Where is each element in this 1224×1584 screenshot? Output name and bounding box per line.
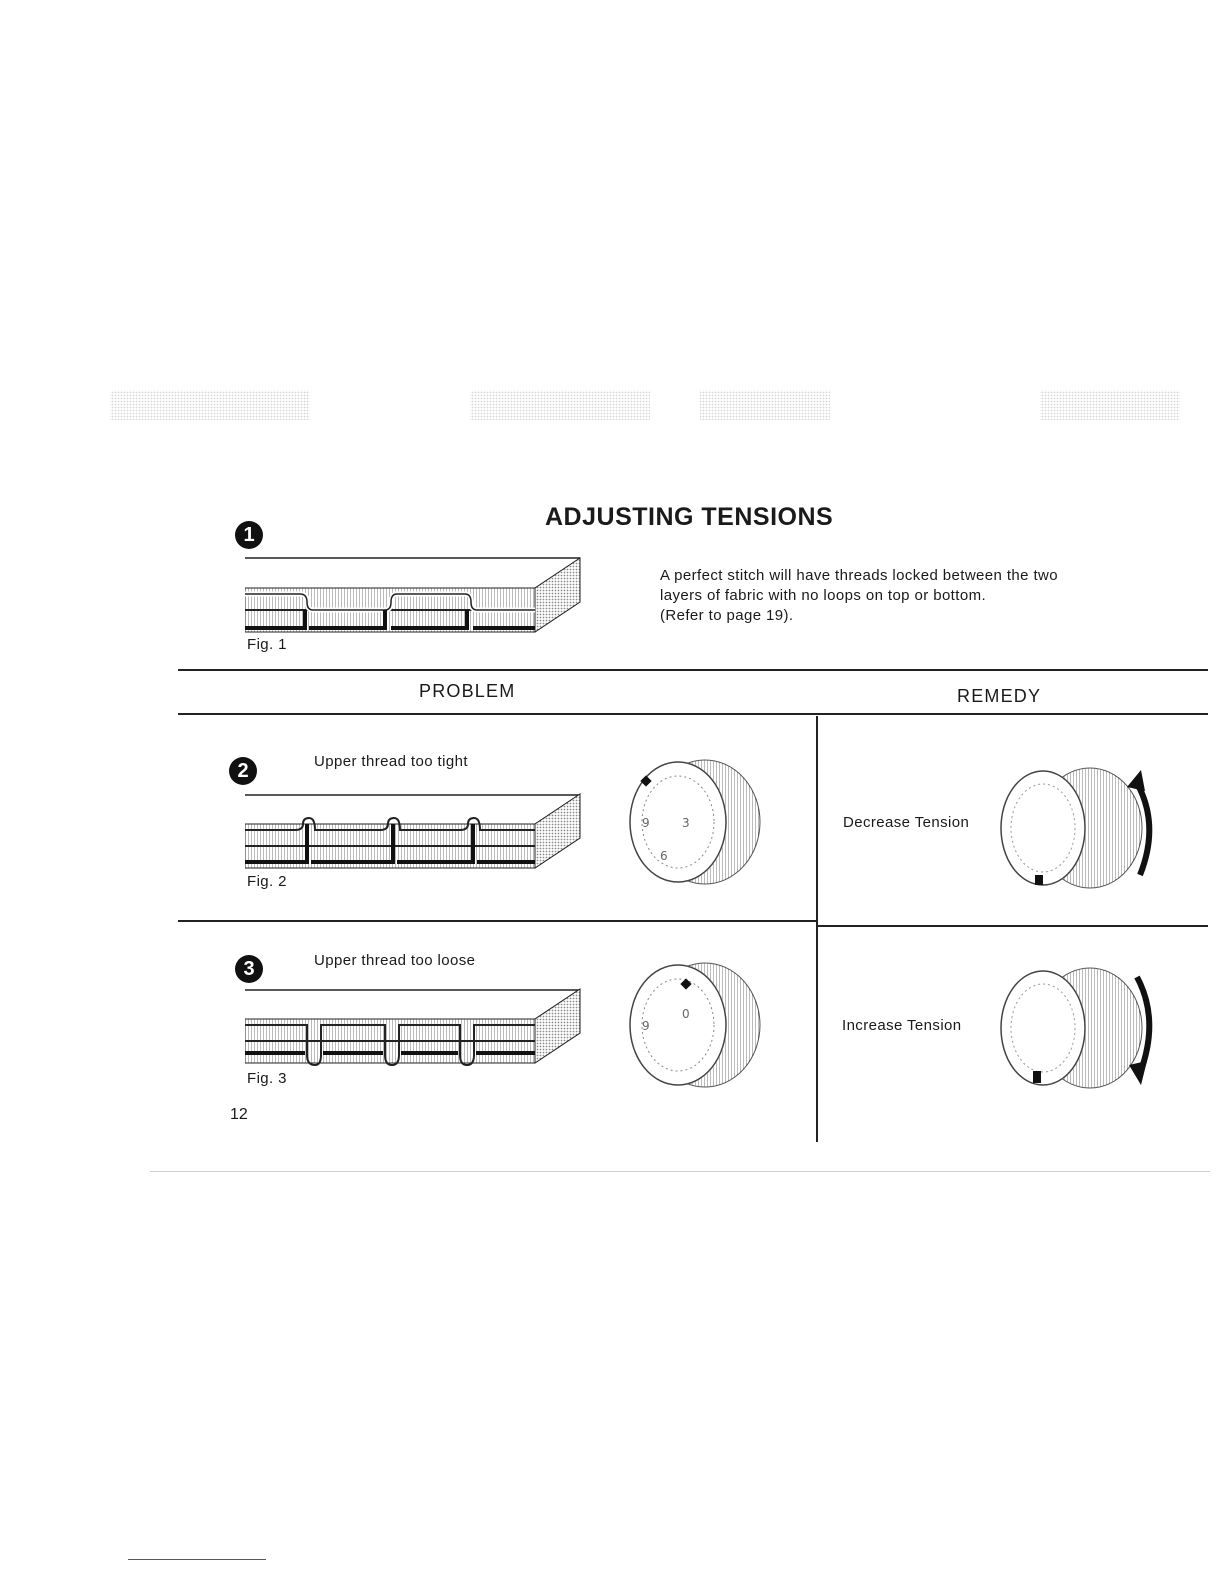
footnote-rule (128, 1559, 266, 1560)
column-divider (816, 716, 818, 1142)
page-number: 12 (230, 1106, 248, 1123)
problem-header: PROBLEM (419, 681, 516, 701)
table-top-rule (178, 669, 1208, 671)
remedy-caption: Decrease Tension (843, 814, 970, 831)
row-divider-problem (178, 920, 818, 922)
problem-caption: Upper thread too tight (314, 753, 468, 770)
dial-number: 9 (642, 816, 650, 830)
fig3-stitch-illustration (245, 985, 585, 1070)
table-header-rule (178, 713, 1208, 715)
figure-number-badge: 3 (235, 955, 263, 983)
dial-number: 0 (682, 1007, 690, 1021)
remedy-caption: Increase Tension (842, 1017, 962, 1034)
intro-line: A perfect stitch will have threads locked between the two (660, 567, 1059, 584)
dial-number: 6 (660, 849, 668, 863)
tension-dial-decrease (995, 765, 1165, 895)
dial-marker (1035, 875, 1043, 885)
figure-number-badge: 1 (235, 521, 263, 549)
dial-marker (1033, 1071, 1041, 1083)
fig1-label: Fig. 1 (247, 636, 287, 653)
scan-speckle (0, 385, 1224, 435)
tension-dial-tight (620, 755, 765, 890)
intro-paragraph (660, 566, 1130, 626)
intro-line: layers of fabric with no loops on top or bottom. (660, 587, 987, 604)
fig1-stitch-illustration (245, 550, 585, 635)
dial-number: 3 (682, 816, 690, 830)
page-bottom-rule (150, 1171, 1210, 1172)
arrow-up-icon (1127, 770, 1145, 791)
intro-line: (Refer to page 19). (660, 607, 794, 624)
arrow-down-icon (1129, 1061, 1147, 1085)
fig2-stitch-illustration (245, 790, 585, 870)
dial-number: 9 (642, 1019, 650, 1033)
tension-dial-increase (995, 965, 1165, 1095)
row-divider-remedy (818, 925, 1208, 927)
fig3-label: Fig. 3 (247, 1070, 287, 1087)
problem-caption: Upper thread too loose (314, 952, 476, 969)
page-title: ADJUSTING TENSIONS (545, 503, 834, 531)
fig2-label: Fig. 2 (247, 873, 287, 890)
figure-number-badge: 2 (229, 757, 257, 785)
tension-dial-loose (620, 958, 765, 1093)
remedy-header: REMEDY (957, 686, 1042, 706)
